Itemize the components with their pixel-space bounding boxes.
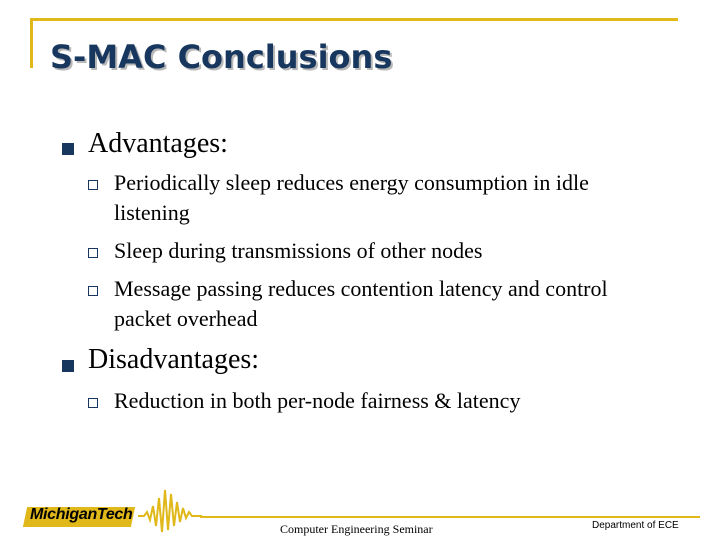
hollow-square-bullet-icon <box>88 286 98 296</box>
footer-department-text: Department of ECE <box>592 520 679 531</box>
footer-rule <box>200 516 700 518</box>
section-heading-advantages: Advantages: <box>88 128 228 159</box>
advantage-item: Periodically sleep reduces energy consumption in idle listening <box>114 170 589 225</box>
footer-seminar-text: Computer Engineering Seminar <box>280 522 433 536</box>
square-bullet-icon <box>62 360 74 372</box>
advantage-item: Sleep during transmissions of other nodes <box>114 238 483 263</box>
square-bullet-icon <box>62 143 74 155</box>
advantage-item: Message passing reduces contention latency and control packet overhead <box>114 276 608 331</box>
section-heading-disadvantages: Disadvantages: <box>88 344 260 375</box>
waveform-icon <box>138 484 202 534</box>
disadvantage-item: Reduction in both per-node fairness & latency <box>114 388 521 413</box>
hollow-square-bullet-icon <box>88 398 98 408</box>
hollow-square-bullet-icon <box>88 180 98 190</box>
logo-text: MichiganTech <box>30 506 133 523</box>
hollow-square-bullet-icon <box>88 248 98 258</box>
slide-title: S-MAC Conclusions <box>50 38 393 76</box>
